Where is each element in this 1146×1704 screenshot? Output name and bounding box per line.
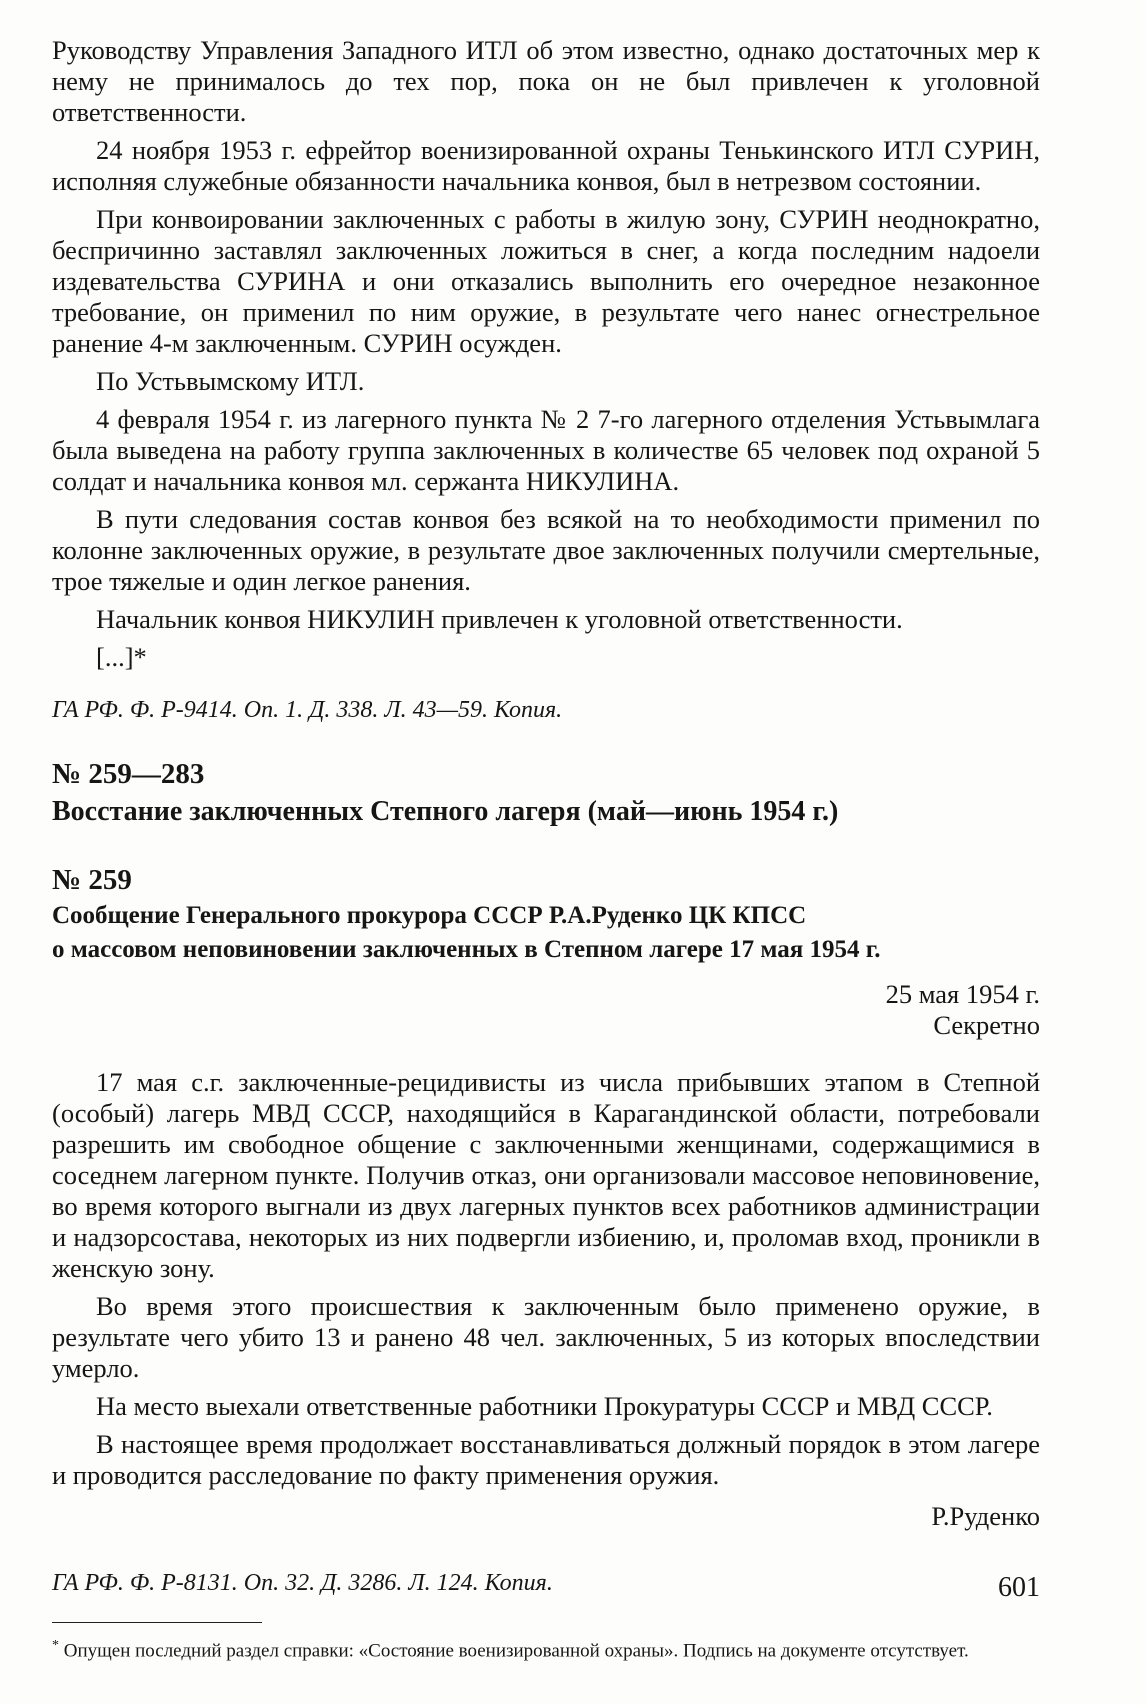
text-column [52, 35, 1040, 1663]
classification-mark: Секретно [933, 1010, 1040, 1040]
paragraph: 4 февраля 1954 г. из лагерного пункта № 2 7-го лагерного отделения Устьвымлага была выведена на работу группа заключенных в количестве 65 человек под охраной 5 солдат и начальника конвоя мл. сержанта НИКУЛИНА. [52, 404, 1040, 496]
paragraph: В пути следования состав конвоя без всякой на то необходимости применил по колонне заключенных оружие, в результате двое заключенных получили смертельные, трое тяжелые и один легкое ранения. [52, 504, 1040, 596]
paragraph: На место выехали ответственные работники Прокуратуры СССР и МВД СССР. [96, 1391, 993, 1421]
document-title-line-2: о массовом неповиновении заключенных в Степном лагере 17 мая 1954 г. [52, 936, 881, 963]
document-number: № 259 [52, 864, 132, 896]
archive-source: ГА РФ. Ф. Р-8131. Оп. 32. Д. 3286. Л. 124. Копия. [52, 1570, 553, 1596]
footnote-text: Опущен последний раздел справки: «Состояние военизированной охраны». Подпись на документе отсутствует. [59, 1640, 969, 1662]
section-title: Восстание заключенных Степного лагеря (май—июнь 1954 г.) [52, 796, 839, 827]
footnote-divider [52, 1622, 262, 1623]
paragraph: 17 мая с.г. заключенные-рецидивисты из числа прибывших этапом в Степной (особый) лагерь МВД СССР, находящийся в Карагандинской области, потребовали разрешить им свободное общение с заключенными женщинами, содержащимися в соседнем лагерном пункте. Получив отказ, они организовали массовое неповиновение, во время которого выгнали из двух лагерных пунктов всех работников администрации и надзорсостава, некоторых из них подвергли избиению, и, проломав вход, проникли в женскую зону. [52, 1067, 1040, 1283]
footnote [52, 1633, 1040, 1663]
paragraph: В настоящее время продолжает восстанавливаться должный порядок в этом лагере и проводится расследование по факту применения оружия. [52, 1429, 1040, 1490]
paragraph: Руководству Управления Западного ИТЛ об этом известно, однако достаточных мер к нему не принималось до тех пор, пока он не был привлечен к уголовной ответственности. [52, 35, 1040, 127]
document-date: 25 мая 1954 г. [885, 979, 1040, 1009]
page-number: 601 [998, 1572, 1040, 1603]
document-title-line-1: Сообщение Генерального прокурора СССР Р.А.Руденко ЦК КПСС [52, 902, 807, 929]
footnote-marker: * [52, 1638, 59, 1653]
paragraph: Начальник конвоя НИКУЛИН привлечен к уголовной ответственности. [96, 604, 903, 634]
paragraph: При конвоировании заключенных с работы в жилую зону, СУРИН неоднократно, беспричинно заставлял заключенных ложиться в снег, а когда последним надоели издевательства СУРИНА и они отказались выполнить его очередное незаконное требование, он применил по ним оружие, в результате чего нанес огнестрельное ранение 4-м заключенным. СУРИН осужден. [52, 204, 1040, 358]
omission-marker: [...]* [96, 642, 147, 672]
signature: Р.Руденко [931, 1501, 1040, 1531]
paragraph: По Устьвымскому ИТЛ. [96, 366, 365, 396]
section-number: № 259—283 [52, 758, 205, 790]
paragraph: Во время этого происшествия к заключенным было применено оружие, в результате чего убито 13 и ранено 48 чел. заключенных, 5 из которых впоследствии умерло. [52, 1291, 1040, 1383]
archive-source: ГА РФ. Ф. Р-9414. Оп. 1. Д. 338. Л. 43—59. Копия. [52, 697, 563, 723]
paragraph: 24 ноября 1953 г. ефрейтор военизированной охраны Тенькинского ИТЛ СУРИН, исполняя служебные обязанности начальника конвоя, был в нетрезвом состоянии. [52, 135, 1040, 196]
